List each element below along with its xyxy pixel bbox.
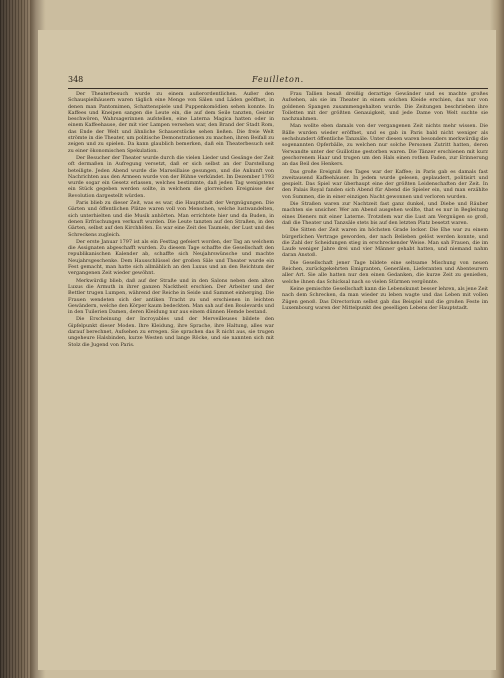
paragraph: Man wollte eben damals von der vergangenen Zeit nichts mehr wissen. Die Bälle wurden wieder eröffnet, und es gab in Paris bald nicht weniger als sechshundert öffentliche Tanzsäle. Unter diesen waren besonders merkwürdig die sogenannten Opferbälle, zu welchen nur solche Personen Zutritt hatten, deren Verwandte unter der Guillotine gestorben waren. Die Tänzer erschienen mit kurz geschorenem Haar und trugen um den Hals einen rothen Faden, zur Erinnerung an das Beil des Henkers.: [282, 123, 488, 168]
paragraph: Paris blieb zu dieser Zeit, was es war, die Hauptstadt der Vergnügungen. Die Gärten und öffentlichen Plätze waren voll von Menschen, welche lustwandelten, sich unterhielten und die Musik anhörten. Man errichtete hier und da Buden, in denen Erfrischungen verkauft wurden. Die Leute tanzten auf den Straßen, in den Gärten, selbst auf den Kirchhöfen. Es war eine Zeit des Taumels, der Lust und des Schreckens zugleich.: [68, 200, 274, 238]
header-rule: [68, 88, 488, 89]
paragraph: Der Theaterbesuch wurde zu einem außerordentlichen. Außer den Schauspielhäusern waren täglich eine Menge von Sälen und Läden geöffnet, in denen man Pantomimen, Schattenspiele und Puppenkomödien sehen konnte. In Kaffees und Kneipen sangen die Leute ein, die auf dem Seile tanzten, Geister beschwören, Wahrsagerinnen aufstellen, eine Laterna Magica hatten oder in einem Kaffeehause, der mit vier Lampen versehen war, den Brand der Stadt Rom, das Ende der Welt und ähnliche Schauerstücke sehen ließen. Die freie Welt strömte in die Theater, um politische Demonstrationen zu machen, ihren Beifall zu zeigen und zu spielen. Da kann glaublich bemerken, daß ein Theaterbesuch seit zu einer ökonomischen Spekulation.: [68, 91, 274, 154]
right-column: [282, 91, 488, 657]
paragraph: Die Erscheinung der Incroyables und der Merveilleuses bildete den Gipfelpunkt dieser Moden. Ihre Kleidung, ihre Sprache, ihre Haltung, alles war darauf berechnet, Aufsehen zu erregen. Sie sprachen das R nicht aus, sie trugen ungeheure Halsbinden, kurze Westen und lange Röcke, und sie nannten sich mit Stolz die Jugend von Paris.: [68, 316, 274, 348]
paragraph: Die Gesellschaft jener Tage bildete eine seltsame Mischung von neuen Reichen, zurückgekehrten Emigranten, Generälen, Lieferanten und Abenteurern aller Art. Sie alle hatten nur den einen Gedanken, die kurze Zeit zu genießen, welche ihnen das Schicksal nach so vielen Stürmen vergönnte.: [282, 259, 488, 285]
paragraph: Merkwürdig blieb, daß auf der Straße und in den Salons neben dem alten Luxus die Armuth in ihrer ganzen Nacktheit erschien. Der Arbeiter und der Bettler trugen Lumpen, während der Reiche in Seide und Sammet einherging. Die Frauen wendeten sich der antiken Tracht zu und erschienen in leichten Gewändern, welche den Körper kaum bedeckten. Man sah auf den Boulevards und in den Tuilerien Damen, deren Kleidung nur aus einem dünnen Hemde bestand.: [68, 277, 274, 316]
page-header: [68, 75, 488, 89]
paragraph: Der erste Januar 1797 ist als ein Festtag gefeiert worden, der Tag an welchem die Assignaten abgeschafft wurden. Zu diesem Tage schaffte die Gesellschaft den republikanischen Kalender ab, schaffte sich Neujahrswünsche und machte Neujahrsgeschenke. Dem Hausschlüssel der großen Säle und Theater wurde ein Fest gemacht, man hatte sich allmählich an den Luxus und an den Reichtum der vergangenen Zeit wieder gewöhnt.: [68, 238, 274, 277]
paragraph: Keine gemischte Gesellschaft kann die Lebenskunst besser lehren, als jene Zeit nach dem Schrecken, da man wieder zu leben wagte und das Leben mit vollen Zügen genoß. Das Directorium selbst gab das Beispiel und die großen Feste im Luxembourg waren der Mittelpunkt des geselligen Lebens der Hauptstadt.: [282, 285, 488, 311]
paragraph: Die Straßen waren zur Nachtzeit fast ganz dunkel, und Diebe und Räuber machten sie unsicher. Wer am Abend ausgehen wollte, that es nur in Begleitung eines Dieners mit einer Laterne. Trotzdem war die Lust am Vergnügen so groß, daß die Theater und Tanzsäle stets bis auf den letzten Platz besetzt waren.: [282, 201, 488, 226]
page-number: 348: [68, 75, 84, 84]
paragraph: Die Sitten der Zeit waren im höchsten Grade locker. Die Ehe war zu einem bürgerlichen Vertrage geworden, der nach Belieben gelöst werden konnte, und die Zahl der Scheidungen stieg in erschreckender Weise. Man sah Frauen, die im Laufe weniger Jahre drei und vier Männer gehabt hatten, und niemand nahm daran Anstoß.: [282, 227, 488, 259]
running-head: Feuilleton.: [252, 75, 304, 84]
paragraph: Das große Ereigniß des Tages war der Kaffee; in Paris gab es damals fast zweitausend Kaffeehäuser. In jedem wurde gelesen, geplaudert, politisirt und gespielt. Das Spiel war überhaupt eine der größten Leidenschaften der Zeit. In den Palais Royal fanden sich Abend für Abend die Spieler ein, und man erzählte von Summen, die in einer einzigen Nacht gewonnen und verloren wurden.: [282, 168, 488, 200]
paragraph: Frau Tallien besaß dreißig derartige Gewänder und es machte großes Aufsehen, als sie im Theater in einem solchen Kleide erschien, das nur von goldenen Spangen zusammengehalten wurde. Die Zeitungen beschrieben ihre Toiletten mit der größten Genauigkeit, und jede Dame von Welt suchte sie nachzuahmen.: [282, 91, 488, 123]
page-stack-edge: [0, 0, 30, 678]
left-column: [68, 91, 274, 657]
paragraph: Der Besucher der Theater wurde durch die vielen Lieder und Gesänge der Zeit oft dermaßen in Aufregung versetzt, daß er sich selbst an der Darstellung beteiligte. Jeden Abend wurde die Marseillaise gesungen, und die Ankunft von Nachrichten aus den Armeen wurde von der Bühne verkündet. Im Dezember 1793 wurde sogar ein Gesetz erlassen, welches bestimmte, daß jeden Tag wenigstens ein Stück gegeben werden sollte, in welchem die glorreichen Ereignisse der Revolution dargestellt würden.: [68, 154, 274, 199]
